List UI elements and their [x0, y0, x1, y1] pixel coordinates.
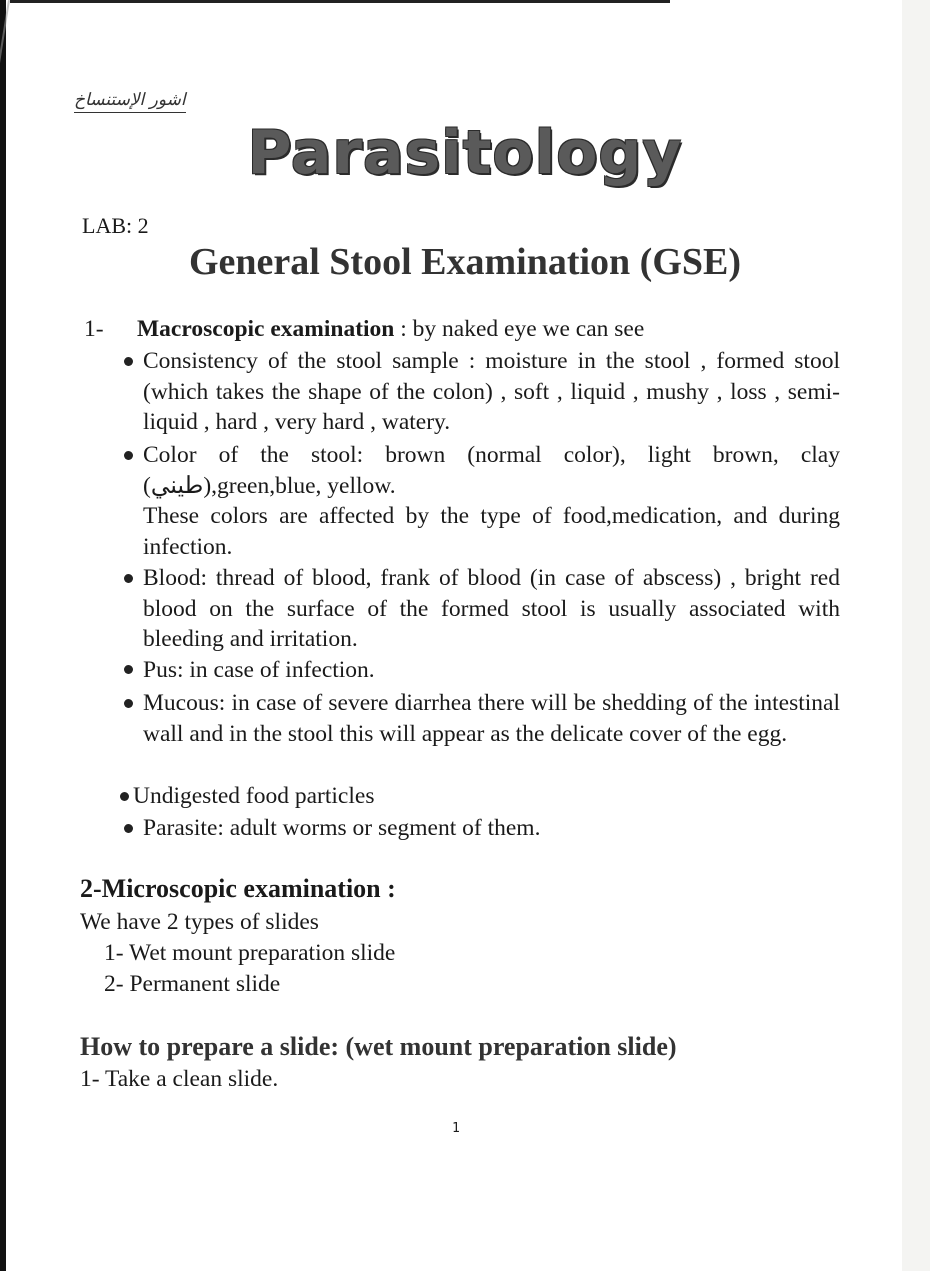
- subject-title: Parasitology: [247, 118, 683, 188]
- microscopic-intro: We have 2 types of slides: [80, 909, 319, 935]
- list-item-blood: Blood: thread of blood, frank of blood (in case of abscess) , bright red blood on the surface of the formed stool is usually associated with bleeding and irritation.: [143, 565, 840, 652]
- bullet-icon: [124, 665, 133, 674]
- bullet-icon: [124, 824, 133, 833]
- lab-label: LAB: 2: [82, 213, 149, 238]
- handwritten-note: اشور الإستنساخ: [74, 90, 186, 113]
- scan-edge-top: [10, 0, 670, 3]
- list-item-color: Color of the stool: brown (normal color), light brown, clay (طيني),green,blue, yellow.: [143, 442, 840, 499]
- macroscopic-intro: : by naked eye we can see: [394, 316, 645, 342]
- macroscopic-heading: Macroscopic examination: [137, 316, 395, 342]
- page-number: 1: [452, 1121, 460, 1136]
- scan-edge-right: [902, 0, 930, 1271]
- document-title: General Stool Examination (GSE): [188, 241, 742, 283]
- bullet-icon: [124, 357, 133, 366]
- list-item-pus: Pus: in case of infection.: [143, 657, 375, 683]
- microscopic-heading: 2-Microscopic examination :: [80, 874, 396, 903]
- list-item-parasite: Parasite: adult worms or segment of them.: [143, 815, 541, 841]
- list-item-mucous: Mucous: in case of severe diarrhea there will be shedding of the intestinal wall and in the stool this will appear as the delicate cover of the egg.: [143, 690, 840, 747]
- macroscopic-line: [137, 314, 757, 345]
- slide-type-item: 2- Permanent slide: [104, 971, 281, 997]
- list-item-undigested: Undigested food particles: [133, 783, 375, 809]
- bullet-icon: [124, 699, 133, 708]
- bullet-icon: [124, 451, 133, 460]
- bullet-icon: [120, 792, 129, 801]
- section-number: 1-: [84, 316, 104, 342]
- list-item-consistency: Consistency of the stool sample : moisture in the stool , formed stool (which takes the shape of the colon) , soft , liquid , mushy , loss , semi-liquid , hard , very hard , watery.: [143, 348, 840, 435]
- scan-edge-left: [0, 0, 6, 1271]
- prepare-heading: How to prepare a slide: (wet mount preparation slide): [80, 1032, 677, 1061]
- bullet-icon: [124, 574, 133, 583]
- color-note: These colors are affected by the type of food,medication, and during infection.: [143, 503, 840, 560]
- prepare-step: 1- Take a clean slide.: [80, 1066, 279, 1092]
- slide-type-item: 1- Wet mount preparation slide: [104, 940, 396, 966]
